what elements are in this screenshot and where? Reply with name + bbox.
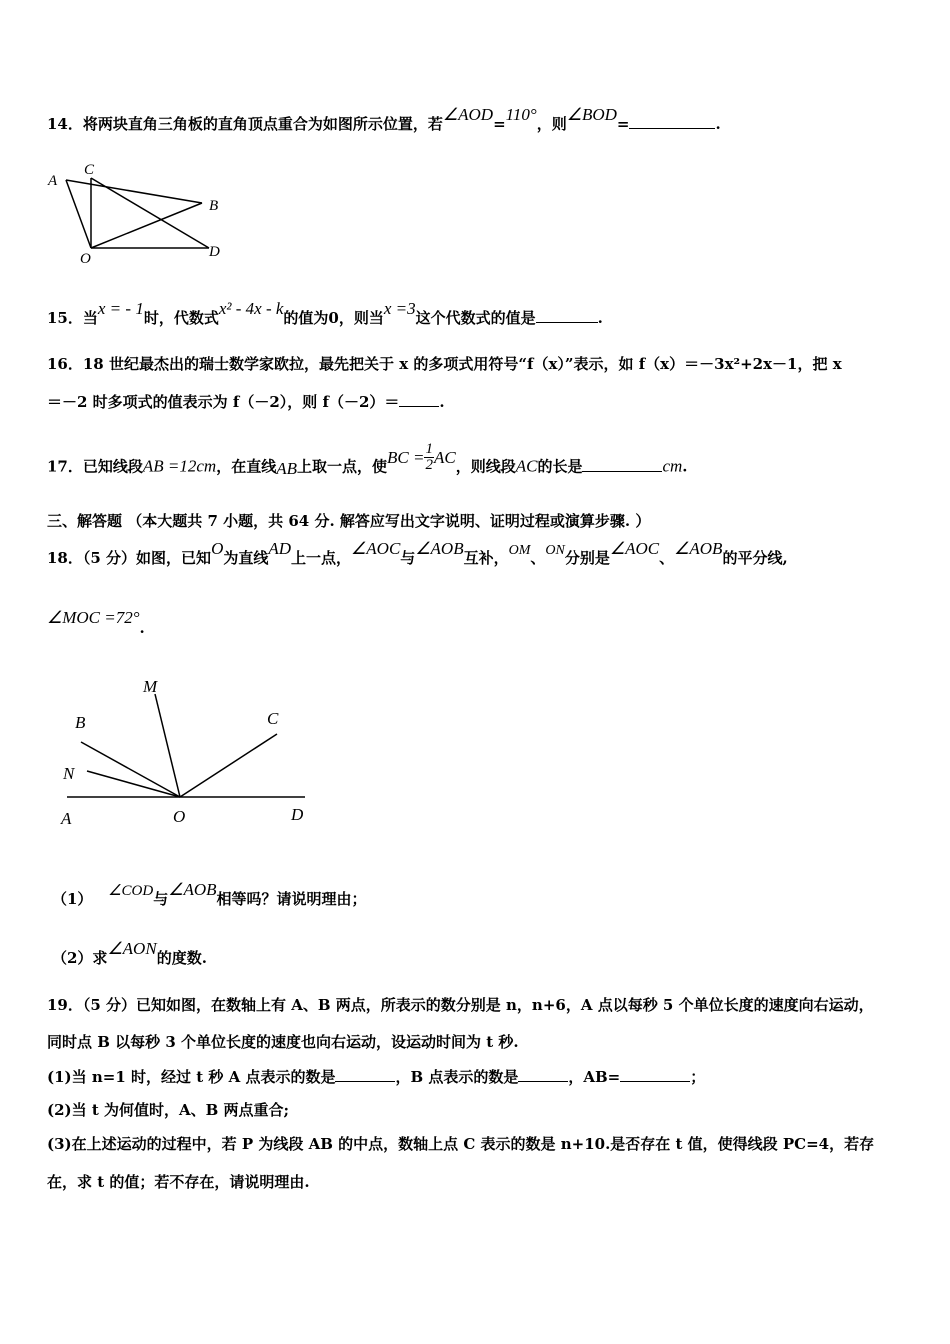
q17-rhs: AC [433,447,456,467]
q17-unit: cm [662,456,683,476]
q17-text-e: 的长是 [537,457,583,476]
q15-number: 15． [47,309,83,327]
q18-label-c: C [267,709,279,728]
q15-cond2: x =3 [383,299,416,318]
q18-label-o: O [173,807,186,826]
q18-line [47,539,788,570]
q18-angle-aob: ∠AOB [415,539,464,558]
q14-edge-ab [66,180,202,203]
q17-line-ab: AB [276,458,297,478]
q18-sub2-angle-aon: ∠AON [107,939,157,958]
q15-text-c: 的值为0，则当 [283,309,384,327]
q17-frac-num: 1 [425,441,433,457]
q16-end: . [439,393,445,411]
q14-answer-blank[interactable] [629,114,715,129]
q14-number: 14． [47,115,83,133]
q14-label-a: A [48,173,58,189]
q14-label-c: C [84,162,95,178]
q18-text-a: 如图，已知 [136,549,212,567]
q18-sub2-text: 的度数. [156,949,207,967]
q14-figure [44,158,244,268]
section3-heading [47,511,650,531]
q18-number: 18． [47,549,83,567]
q18-point-o: O [211,539,224,558]
q14-angle-aod: ∠AOD [442,105,494,124]
q19-sub1 [47,1067,705,1087]
q19-sub3-line1: (3)在上述运动的过程中，若 P 为线段 AB 的中点，数轴上点 C 表示的数是 n+10.是否存在 t 值，使得线段 PC=4，若存 [47,1135,875,1153]
q18-angle-aoc-2: ∠AOC [609,539,660,558]
q19-sub2: (2)当 t 为何值时，A、B 两点重合; [47,1101,290,1119]
q18-angle-aoc: ∠AOC [351,539,401,558]
q17-text-c: 上取一点，使 [297,457,388,476]
q18-text-b: 为直线 [223,549,269,567]
q16-answer-blank[interactable] [399,392,439,407]
q18-ray-om: OM [508,543,531,558]
q19-line2: 同时点 B 以每秒 3 个单位长度的速度也向右运动，设运动时间为 t 秒. [47,1033,519,1051]
q17-end: . [682,457,688,476]
q18-score: （5 分） [82,549,137,567]
q19-line1: 19．（5 分）已知如图，在数轴上有 A、B 两点，所表示的数分别是 n，n+6，A 点以每秒 5 个单位长度的速度向右运动， [47,996,874,1014]
q17-frac-den: 2 [425,457,433,473]
q16-line2-text: ＝－2 时多项式的值表示为 f（－2），则 f（－2）＝ [47,393,400,411]
q14-end: . [715,115,721,133]
q18-ray-oc-figure [180,734,277,797]
q18-sep2: 、 [659,549,675,567]
q18-sub1-angle-cod: ∠COD [108,883,154,899]
q19-sub3-line2: 在，求 t 的值；若不存在，请说明理由. [47,1173,310,1191]
q18-sub1-with: 与 [153,890,169,908]
q15-cond1: x = - 1 [97,299,144,318]
q18-label-b: B [75,713,86,732]
q14-value-110: 110° [505,105,537,124]
q14-eq2: = [616,115,630,133]
q15-text-a: 当 [82,309,98,327]
q14-text-a: 将两块直角三角板的直角顶点重合为如图所示位置，若 [82,115,443,133]
q18-label-m: M [143,677,158,696]
q18-text-c: 上一点， [291,549,352,567]
q19-sub1-b: ，B 点表示的数是 [395,1068,519,1086]
q17-text-b: ，在直线 [216,457,277,476]
q18-given-end: . [139,619,145,637]
q18-label-d: D [291,805,304,824]
q19-blank-a-value[interactable] [335,1067,395,1082]
section3-note: （本大题共 7 小题，共 64 分. 解答应写出文字说明、证明过程或演算步骤. ） [127,512,651,530]
q15-text-b: 时，代数式 [143,309,219,327]
q17-line [47,441,688,483]
q17-text-d: ，则线段 [455,457,516,476]
q17-number: 17． [47,457,83,476]
q15-text-d: 这个代数式的值是 [415,309,536,327]
q14-text-b: ，则 [536,115,567,133]
q14-edge-ob [91,203,202,248]
q18-sub1-angle-aob: ∠AOB [168,880,217,899]
q16-line2 [47,392,445,412]
q18-text-e: 互补， [463,549,509,567]
q14-label-d: D [209,244,220,260]
q17-fraction [424,442,434,473]
q14-edge-cd [91,178,209,248]
q16-line1: 16．18 世纪最杰出的瑞士数学家欧拉，最先把关于 x 的多项式用符号“f（x）”表示，如 f（x）＝－3x²+2x－1，把 x [47,355,842,373]
q14-label-o: O [80,251,91,267]
q18-figure [55,672,325,832]
q14-edge-ao [66,180,91,248]
q18-ray-on: ON [545,543,565,558]
q14-eq1: = [493,115,506,133]
q18-sub1-text: 相等吗？请说明理由； [216,890,367,908]
q18-text-g: 的平分线, [722,549,788,567]
q18-sub2-num: （2）求 [52,949,108,967]
q17-seg-ac: AC [515,456,538,476]
q18-sub2 [52,939,207,968]
q15-line [47,299,603,328]
q17-lhs: BC = [387,447,425,467]
q14-label-b: B [209,198,219,214]
q19-sub1-a: (1)当 n=1 时，经过 t 秒 A 点表示的数是 [47,1068,336,1086]
q18-given: ∠MOC =72° [47,608,140,627]
q19-blank-ab-value[interactable] [620,1067,690,1082]
q17-text-a: 已知线段 [82,457,143,476]
q14-line [47,105,721,134]
q17-seg-ab: AB =12cm [142,456,217,476]
q18-line-ad: AD [268,539,292,558]
q18-sub1 [52,880,367,910]
q19-sub1-c: ，AB= [568,1068,621,1086]
q18-sub1-num: （1） [52,890,93,908]
q18-text-f: 分别是 [564,549,610,567]
q18-label-a: A [61,809,72,828]
q15-answer-blank[interactable] [536,308,598,323]
q19-sub1-end: ； [690,1068,706,1086]
q18-given-line [47,608,145,637]
q18-ray-ob-figure [81,742,180,797]
q18-ray-on-figure [87,771,180,797]
q15-expr: x² - 4x - k [218,299,284,318]
q18-angle-aob-2: ∠AOB [674,539,723,558]
q18-text-d: 与 [400,549,416,567]
q14-angle-bod: ∠BOD [566,105,617,124]
q15-end: . [597,309,603,327]
q18-sep: 、 [530,549,546,567]
q17-answer-blank[interactable] [582,457,662,472]
q19-blank-b-value[interactable] [518,1067,568,1082]
section3-title: 三、解答题 [47,512,123,530]
q18-ray-om-figure [155,694,180,797]
q18-label-n: N [63,764,75,783]
